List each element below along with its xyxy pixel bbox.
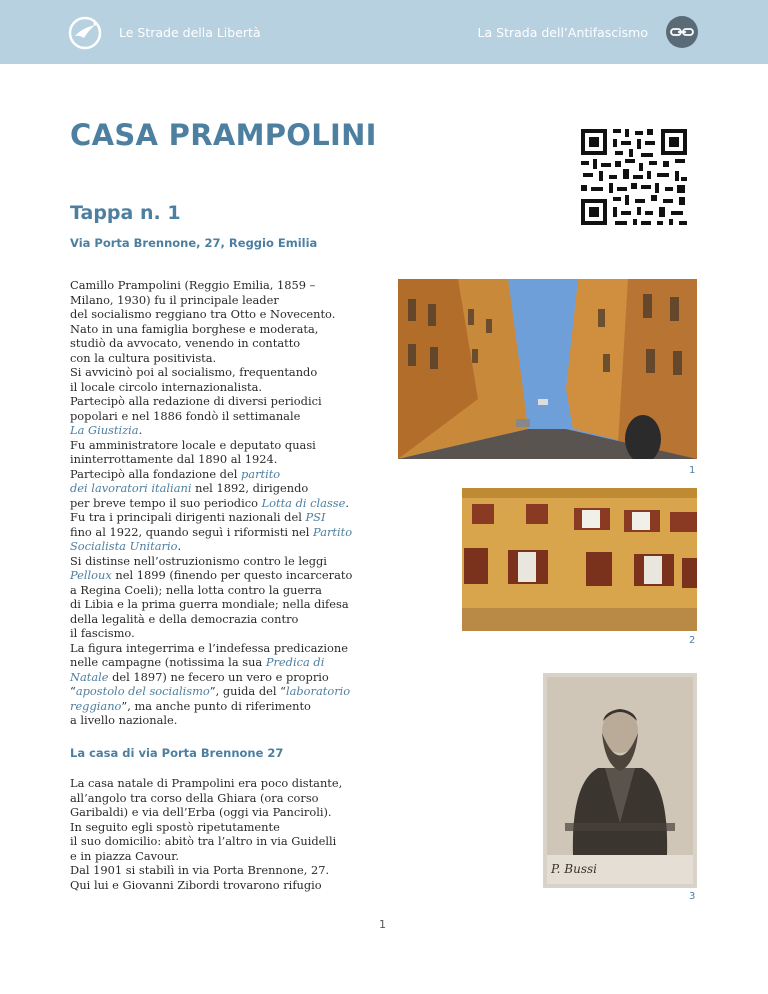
party-name: Socialista Unitario [70,539,178,553]
house-line: La casa natale di Prampolini era poco distante, [70,776,343,790]
photo-caption: 2 [689,635,696,646]
house-line: Qui lui e Giovanni Zibordi trovarono rifugio [70,877,322,892]
bio-line: Si avvicinò poi al socialismo, frequentando [70,365,318,379]
photo-caption: 1 [689,465,696,476]
text: per breve tempo il suo periodico [70,495,262,510]
bio-line: il fascismo. [70,626,135,640]
house-text [70,776,380,892]
qr-code-icon[interactable] [579,127,689,227]
bio-line: La figura integerrima e l’indefessa predicazione [70,640,348,655]
photographer-signature: P. Bussi [551,862,597,876]
stage-heading: Tappa n. 1 [70,202,181,224]
text: nelle campagne (notissima la sua [70,655,266,669]
text: fino al 1922, quando seguì i riformisti nel [70,524,314,539]
party-name: Partito [313,524,353,539]
section-heading: La casa di via Porta Brennone 27 [70,746,284,760]
party-name: partito [240,466,281,481]
bio-line: Partecipò alla redazione di diversi periodici [70,394,322,408]
portrait-photo [543,673,697,888]
text: Fu tra i principali dirigenti nazionali del [70,510,306,524]
bio-line: Si distinse nell’ostruzionismo contro le leggi [70,553,327,568]
address: Via Porta Brennone, 27, Reggio Emilia [70,236,318,250]
newspaper-title: La Giustizia [70,423,139,437]
bio-line [70,510,380,525]
bio-line: Fu amministratore locale e deputato quasi [70,437,316,452]
series-title[interactable]: Le Strade della Libertà [119,25,261,40]
house-line: all’angolo tra corso della Ghiara (ora corso [70,790,319,805]
work-title: Natale [70,669,109,684]
bio-line: a Regina Coeli); nella lotta contro la guerra [70,582,322,597]
law-name: Pelloux [70,568,112,582]
bio-line [70,568,380,583]
punct: “ [70,684,76,698]
bio-line [70,423,380,438]
bio-line: Milano, 1930) fu il principale leader [70,292,279,307]
bio-line [70,670,380,685]
swallow-logo-icon[interactable] [68,16,102,50]
bio-line: del socialismo reggiano tra Otto e Novecento. [70,307,336,321]
house-line: il suo domicilio: abitò tra l’altro in via Guidelli [70,834,337,848]
house-line: Garibaldi) e via dell’Erba (oggi via Panciroli). [70,805,332,819]
periodical-title: Lotta di classe [261,495,346,510]
bio-line [70,699,380,714]
house-line: e in piazza Cavour. [70,848,180,863]
work-title: Predica di [265,655,325,669]
bio-line: a livello nazionale. [70,713,178,727]
bio-line [70,539,380,554]
bio-line: Nato in una famiglia borghese e moderata, [70,321,319,336]
bio-line: il locale circolo internazionalista. [70,379,263,394]
bio-line [70,496,380,511]
party-name: dei lavoratori italiani [70,481,192,495]
bio-line: di Libia e la prima guerra mondiale; nella difesa [70,597,349,611]
bio-line: della legalità e della democrazia contro [70,611,299,626]
bio-line: Camillo Prampolini (Reggio Emilia, 1859 – [70,278,316,292]
facade-photo [462,488,697,631]
bio-line [70,481,380,496]
page-title: CASA PRAMPOLINI [70,118,377,152]
quote: apostolo del socialismo [75,684,210,698]
text: ”, ma anche punto di riferimento [121,698,311,713]
text: ”, guida del “ [209,684,286,698]
text: nel 1899 (finendo per questo incarcerato [111,568,353,582]
bio-line: popolari e nel 1886 fondò il settimanale [70,408,301,423]
bio-line: con la cultura positivista. [70,350,217,365]
photo-caption: 3 [689,891,696,902]
house-line: Dal 1901 si stabilì in via Porta Brennone, 27. [70,863,330,877]
punct: . [177,539,182,553]
bio-line [70,467,380,482]
bio-line [70,525,380,540]
quote: reggiano [70,698,122,713]
text: Partecipò alla fondazione del [70,466,241,481]
chain-badge[interactable] [666,16,698,48]
text: nel 1892, dirigendo [191,481,309,495]
quote: laboratorio [285,684,351,698]
punct: . [138,423,143,437]
bio-line [70,684,380,699]
bio-line [70,655,380,670]
page-number: 1 [379,918,386,931]
house-line: In seguito egli spostò ripetutamente [70,819,280,834]
chain-link-icon [666,16,698,48]
text: del 1897) ne fecero un vero e proprio [108,669,329,684]
party-acronym: PSI [305,510,326,524]
bio-line: ininterrottamente dal 1890 al 1924. [70,452,278,466]
page-header [0,0,768,64]
street-photo [398,279,697,459]
bio-line: studiò da avvocato, venendo in contatto [70,336,301,350]
biography-text [70,278,380,728]
route-title[interactable]: La Strada dell’Antifascismo [477,25,648,40]
punct: . [345,495,350,510]
